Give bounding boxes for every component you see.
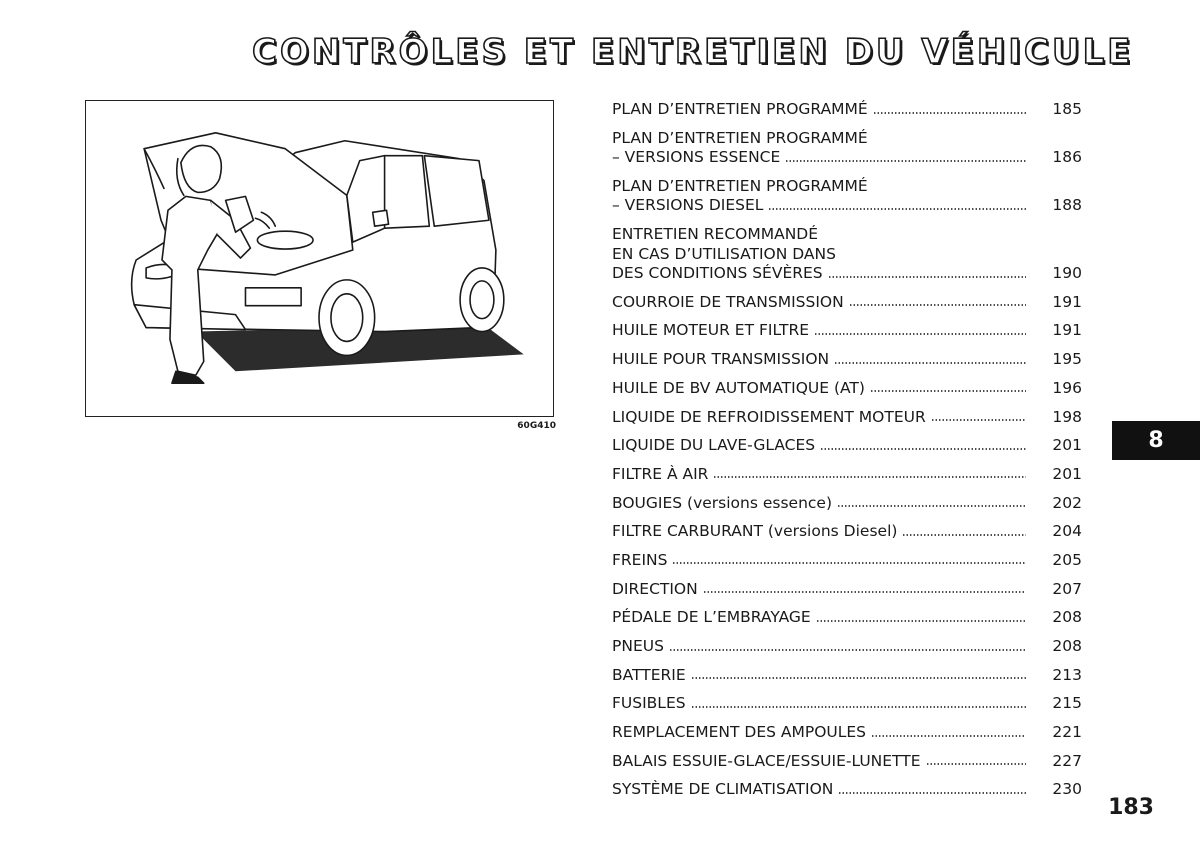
- toc-page-number: 208: [1052, 637, 1082, 655]
- toc-page-number: 198: [1052, 407, 1082, 426]
- toc-page-number: 196: [1052, 378, 1082, 397]
- toc-entry-label: BALAIS ESSUIE-GLACE/ESSUIE-LUNETTE: [612, 751, 921, 770]
- toc-entry-label: PNEUS: [612, 637, 664, 655]
- toc-entry-label: – VERSIONS DIESEL: [612, 196, 764, 215]
- page-title: CONTRÔLES ET ENTRETIEN DU VÉHICULE: [252, 32, 1134, 72]
- toc-entry-label: PLAN D’ENTRETIEN PROGRAMMÉ: [612, 128, 868, 147]
- dot-leader: [902, 533, 1026, 537]
- toc-entry-label: REMPLACEMENT DES AMPOULES: [612, 723, 867, 742]
- toc-entry: [612, 350, 1082, 379]
- toc-entry-label: COURROIE DE TRANSMISSION: [612, 292, 844, 311]
- toc-page-number: 201: [1052, 436, 1082, 455]
- page-number: 183: [1108, 795, 1154, 820]
- toc-entry: [612, 522, 1082, 551]
- toc-page-number: 188: [1052, 196, 1082, 215]
- toc-entry: [612, 436, 1082, 465]
- toc-entry-label: HUILE MOTEUR ET FILTRE: [612, 321, 810, 340]
- toc-page-number: 202: [1052, 493, 1082, 512]
- toc-entry-label: – VERSIONS ESSENCE: [612, 148, 781, 167]
- toc-page-number: 227: [1052, 751, 1082, 770]
- toc-page-number: 185: [1052, 100, 1082, 118]
- toc-entry: [612, 408, 1082, 437]
- toc-entry-label: LIQUIDE DU LAVE-GLACES: [612, 436, 816, 455]
- table-of-contents: [612, 100, 1082, 809]
- toc-entry-label: FILTRE À AIR: [612, 464, 709, 483]
- dot-leader: [873, 111, 1026, 115]
- toc-entry: [612, 321, 1082, 350]
- toc-entry-label: HUILE POUR TRANSMISSION: [612, 350, 830, 369]
- toc-page-number: 191: [1052, 292, 1082, 311]
- dot-leader: [926, 762, 1026, 766]
- toc-entry-label: PLAN D’ENTRETIEN PROGRAMMÉ: [612, 176, 868, 195]
- dot-leader: [849, 303, 1026, 307]
- dot-leader: [931, 418, 1026, 422]
- toc-entry-label: DES CONDITIONS SÉVÈRES: [612, 264, 823, 283]
- toc-entry-label: LIQUIDE DE REFROIDISSEMENT MOTEUR: [612, 407, 926, 426]
- toc-entry: [612, 752, 1082, 781]
- toc-entry-label: FUSIBLES: [612, 694, 686, 713]
- toc-entry: [612, 723, 1082, 752]
- toc-entry: [612, 379, 1082, 408]
- toc-entry-label: ENTRETIEN RECOMMANDÉ: [612, 225, 819, 244]
- toc-entry-label: DIRECTION: [612, 579, 698, 598]
- toc-page-number: 195: [1052, 350, 1082, 369]
- toc-entry: [612, 177, 1082, 225]
- toc-entry-label: BOUGIES (versions essence): [612, 493, 833, 512]
- dot-leader: [816, 619, 1026, 623]
- dot-leader: [672, 561, 1026, 565]
- toc-entry: [612, 694, 1082, 723]
- dot-leader: [703, 590, 1026, 594]
- dot-leader: [768, 207, 1026, 211]
- toc-page-number: 221: [1052, 723, 1082, 742]
- toc-page-number: 204: [1052, 522, 1082, 541]
- toc-page-number: 190: [1052, 264, 1082, 283]
- dot-leader: [691, 705, 1026, 709]
- toc-entry-label: PÉDALE DE L’EMBRAYAGE: [612, 608, 811, 627]
- toc-entry-label: EN CAS D’UTILISATION DANS: [612, 244, 836, 263]
- toc-page-number: 230: [1052, 780, 1082, 799]
- dot-leader: [820, 447, 1026, 451]
- toc-entry-label: HUILE DE BV AUTOMATIQUE (AT): [612, 378, 865, 397]
- dot-leader: [691, 676, 1026, 680]
- dot-leader: [834, 361, 1026, 365]
- toc-entry: [612, 129, 1082, 177]
- person-checking-engine-icon: [86, 101, 553, 416]
- toc-page-number: 201: [1052, 464, 1082, 483]
- toc-entry: [612, 465, 1082, 494]
- toc-page-number: 191: [1052, 321, 1082, 340]
- dot-leader: [669, 648, 1026, 652]
- toc-entry: [612, 100, 1082, 129]
- dot-leader: [713, 475, 1026, 479]
- toc-entry: [612, 225, 1082, 293]
- toc-page-number: 207: [1052, 579, 1082, 598]
- figure-code: 60G410: [517, 421, 556, 431]
- toc-entry: [612, 293, 1082, 322]
- toc-entry: [612, 494, 1082, 523]
- toc-entry-label: FILTRE CARBURANT (versions Diesel): [612, 522, 898, 541]
- dot-leader: [838, 791, 1026, 795]
- chapter-tab: 8: [1112, 421, 1200, 460]
- dot-leader: [828, 275, 1026, 279]
- toc-entry: [612, 551, 1082, 580]
- dot-leader: [814, 332, 1026, 336]
- toc-page-number: 215: [1052, 694, 1082, 713]
- toc-page-number: 205: [1052, 550, 1082, 569]
- dot-leader: [870, 389, 1026, 393]
- dot-leader: [837, 504, 1026, 508]
- toc-page-number: 213: [1052, 665, 1082, 684]
- toc-entry-label: BATTERIE: [612, 665, 686, 684]
- dot-leader: [785, 159, 1026, 163]
- figure-frame: [85, 100, 554, 417]
- toc-entry: [612, 666, 1082, 695]
- toc-page-number: 186: [1052, 148, 1082, 167]
- dot-leader: [871, 734, 1026, 738]
- toc-entry-label: SYSTÈME DE CLIMATISATION: [612, 780, 834, 799]
- toc-entry: [612, 637, 1082, 666]
- toc-entry-label: PLAN D’ENTRETIEN PROGRAMMÉ: [612, 100, 868, 118]
- toc-entry: [612, 780, 1082, 809]
- toc-entry: [612, 608, 1082, 637]
- toc-page-number: 208: [1052, 608, 1082, 627]
- toc-entry: [612, 580, 1082, 609]
- toc-entry-label: FREINS: [612, 550, 668, 569]
